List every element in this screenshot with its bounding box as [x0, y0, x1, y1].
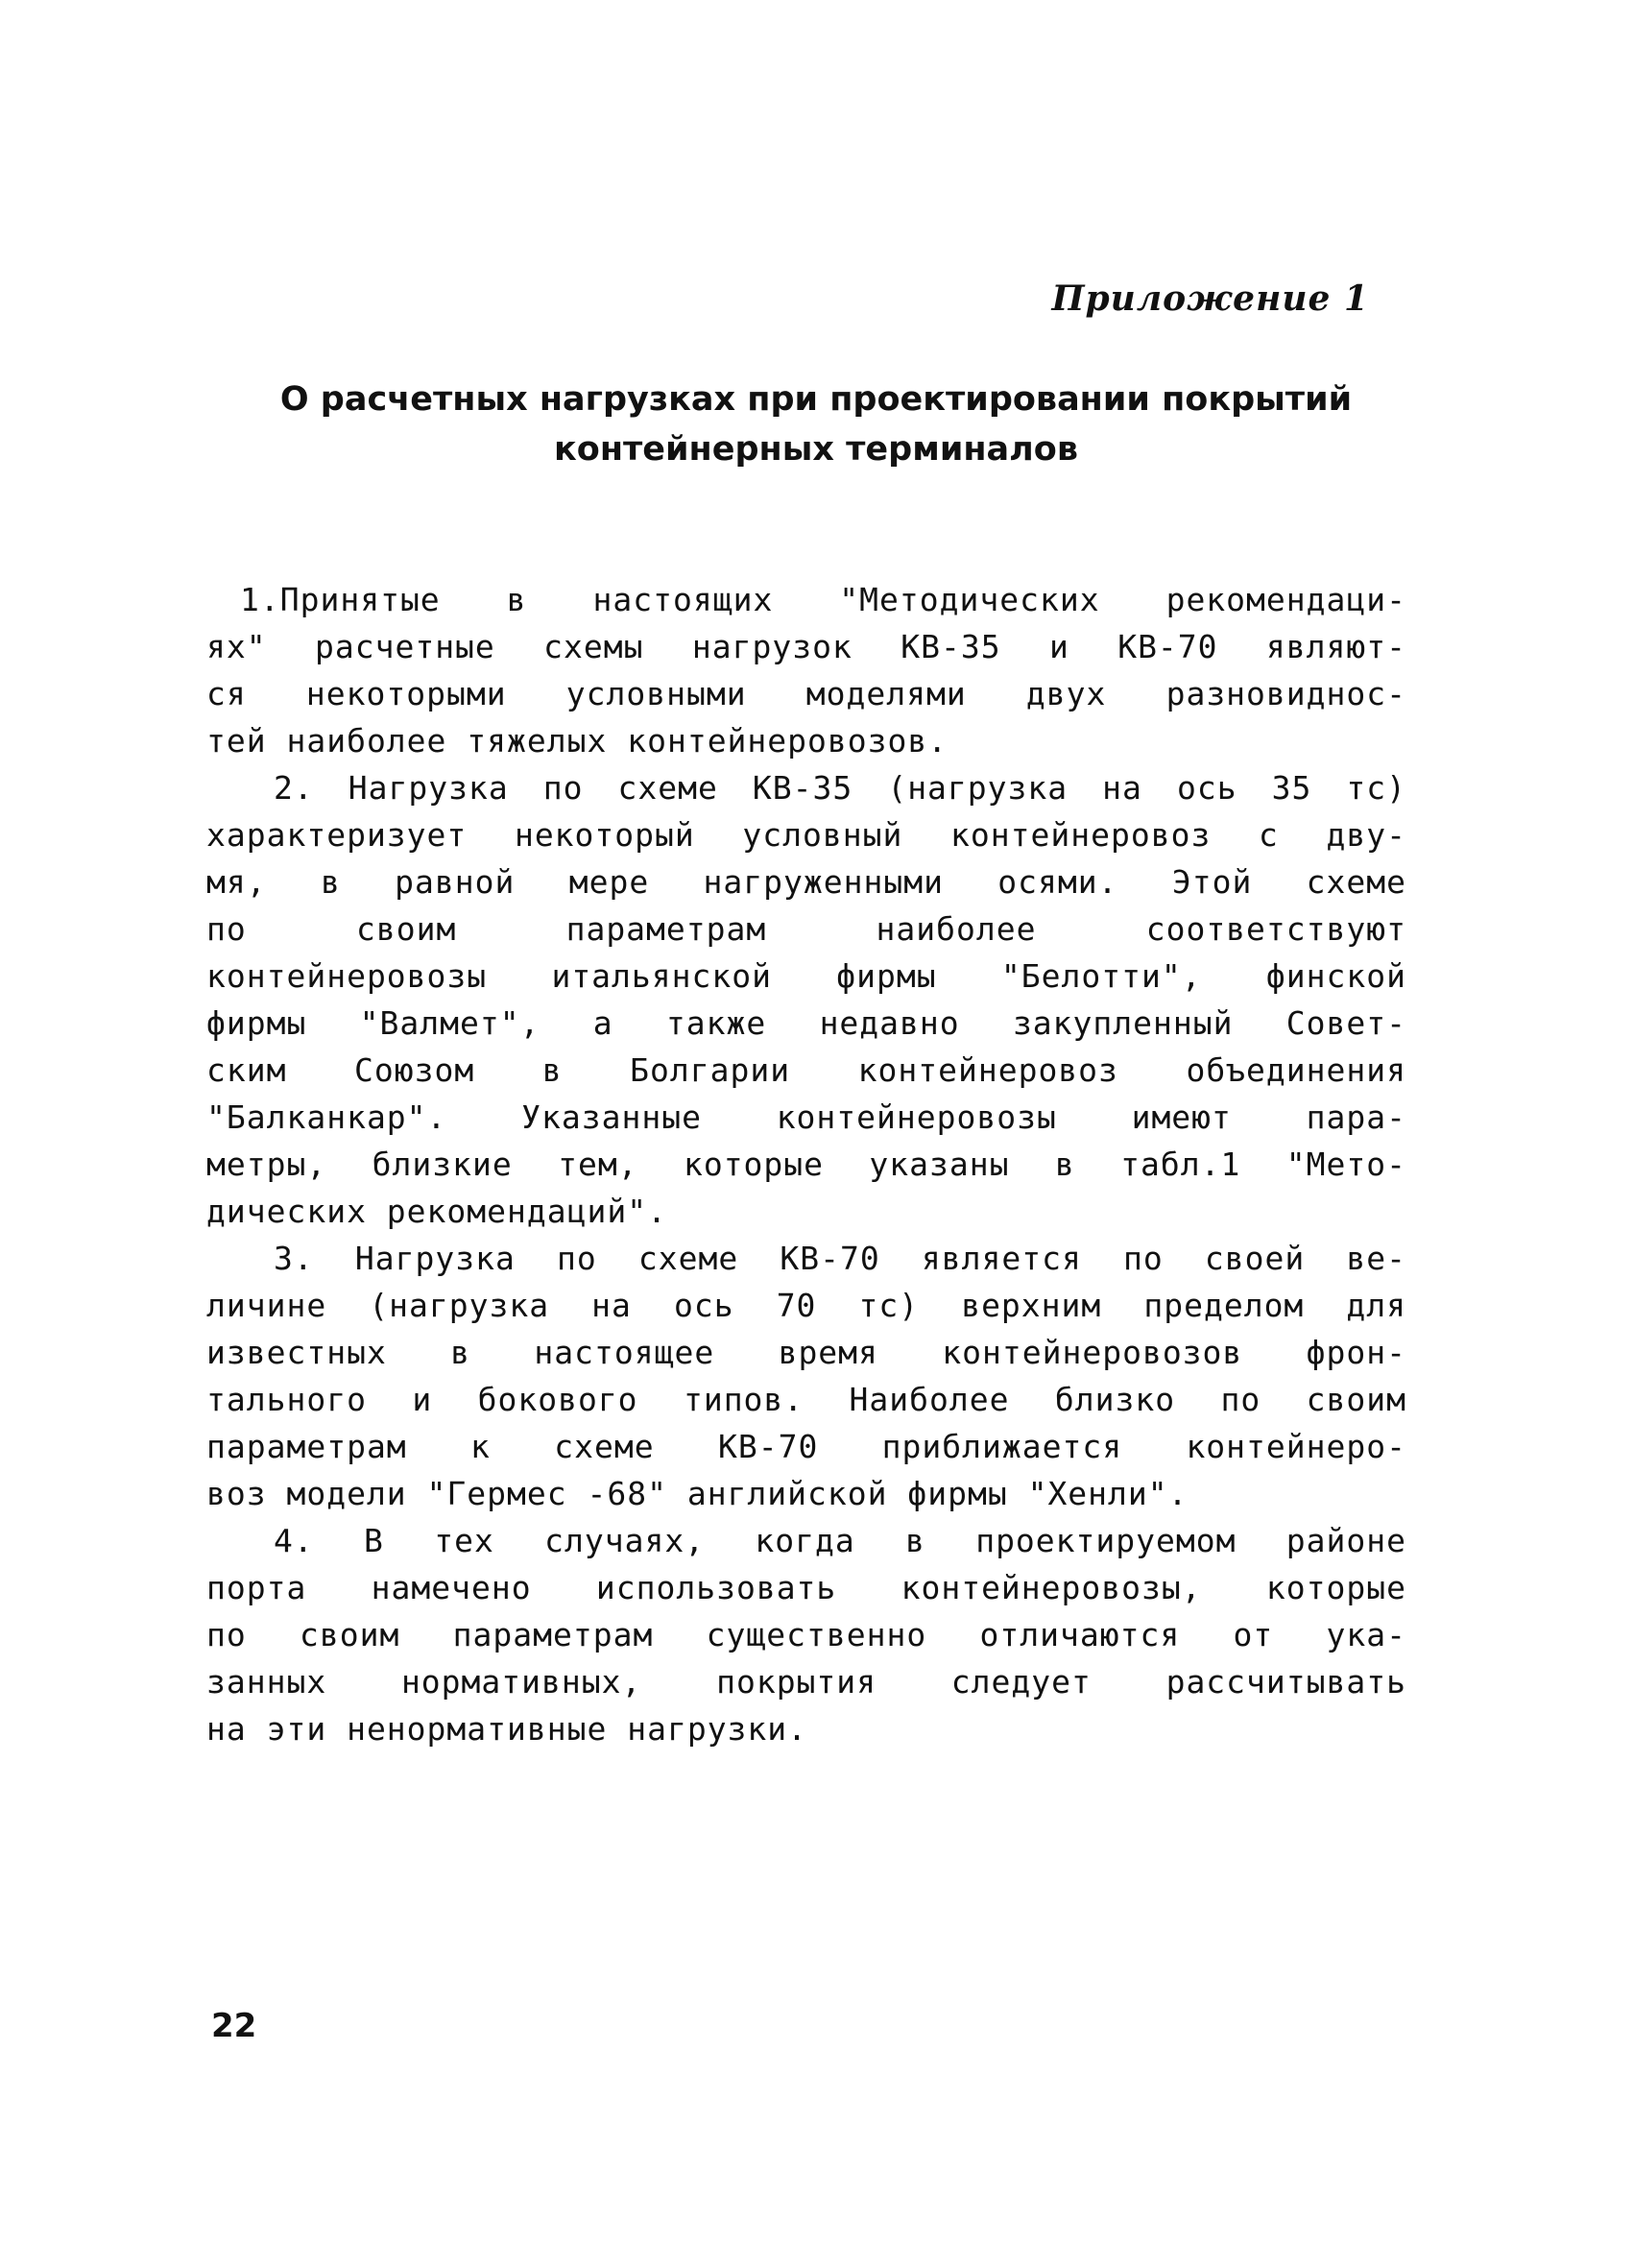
text-line: мя, в равной мере нагруженными осями. Этой схеме	[206, 863, 1406, 901]
text-line: порта намечено использовать контейнеровозы, которые	[206, 1569, 1406, 1606]
text-line: тей наиболее тяжелых контейнеровозов.	[206, 722, 949, 760]
text-line: ским Союзом в Болгарии контейнеровоз объединения	[206, 1051, 1406, 1089]
text-line: "Балканкар". Указанные контейнеровозы имеют пара-	[206, 1098, 1406, 1136]
paragraph-3	[206, 1235, 1406, 1517]
text-line: занных нормативных, покрытия следует рассчитывать	[206, 1663, 1406, 1701]
text-line: по своим параметрам существенно отличаются от ука-	[206, 1616, 1406, 1653]
appendix-label: Приложение 1	[1051, 278, 1369, 319]
text-line: личине (нагрузка на ось 70 тс) верхним пределом для	[206, 1287, 1406, 1324]
text-line: метры, близкие тем, которые указаны в табл.1 "Мето-	[206, 1146, 1406, 1183]
text-line: дических рекомендаций".	[206, 1193, 667, 1230]
text-line: характеризует некоторый условный контейнеровоз с дву-	[206, 816, 1406, 854]
text-line: на эти ненормативные нагрузки.	[206, 1710, 808, 1748]
text-line: 4. В тех случаях, когда в проектируемом районе	[274, 1522, 1406, 1559]
text-line: 3. Нагрузка по схеме КВ-70 является по своей ве-	[274, 1240, 1406, 1277]
text-line: воз модели "Гермес -68" английской фирмы "Хенли".	[206, 1475, 1189, 1512]
text-line: 1.Принятые в настоящих "Методических рекомендаци-	[240, 581, 1406, 618]
title-line-2: контейнерных терминалов	[554, 430, 1078, 469]
paragraph-2	[206, 764, 1406, 1235]
page-title	[192, 374, 1440, 474]
text-line: контейнеровозы итальянской фирмы "Белотти", финской	[206, 957, 1406, 995]
body-text	[206, 576, 1406, 1752]
text-line: параметрам к схеме КВ-70 приближается контейнеро-	[206, 1428, 1406, 1465]
paragraph-4	[206, 1517, 1406, 1752]
text-line: известных в настоящее время контейнеровозов фрон-	[206, 1334, 1406, 1371]
title-line-1: О расчетных нагрузках при проектировании покрытий	[279, 380, 1353, 419]
text-line: по своим параметрам наиболее соответствуют	[206, 910, 1406, 948]
text-line: фирмы "Валмет", а также недавно закупленный Совет-	[206, 1004, 1406, 1042]
text-line: 2. Нагрузка по схеме КВ-35 (нагрузка на ось 35 тс)	[274, 769, 1406, 807]
page-number: 22	[211, 2007, 257, 2045]
text-line: ся некоторыми условными моделями двух разновиднос-	[206, 675, 1406, 712]
text-line: ях" расчетные схемы нагрузок КВ-35 и КВ-70 являют-	[206, 628, 1406, 665]
paragraph-1	[206, 576, 1406, 764]
text-line: тального и бокового типов. Наиболее близко по своим	[206, 1381, 1406, 1418]
